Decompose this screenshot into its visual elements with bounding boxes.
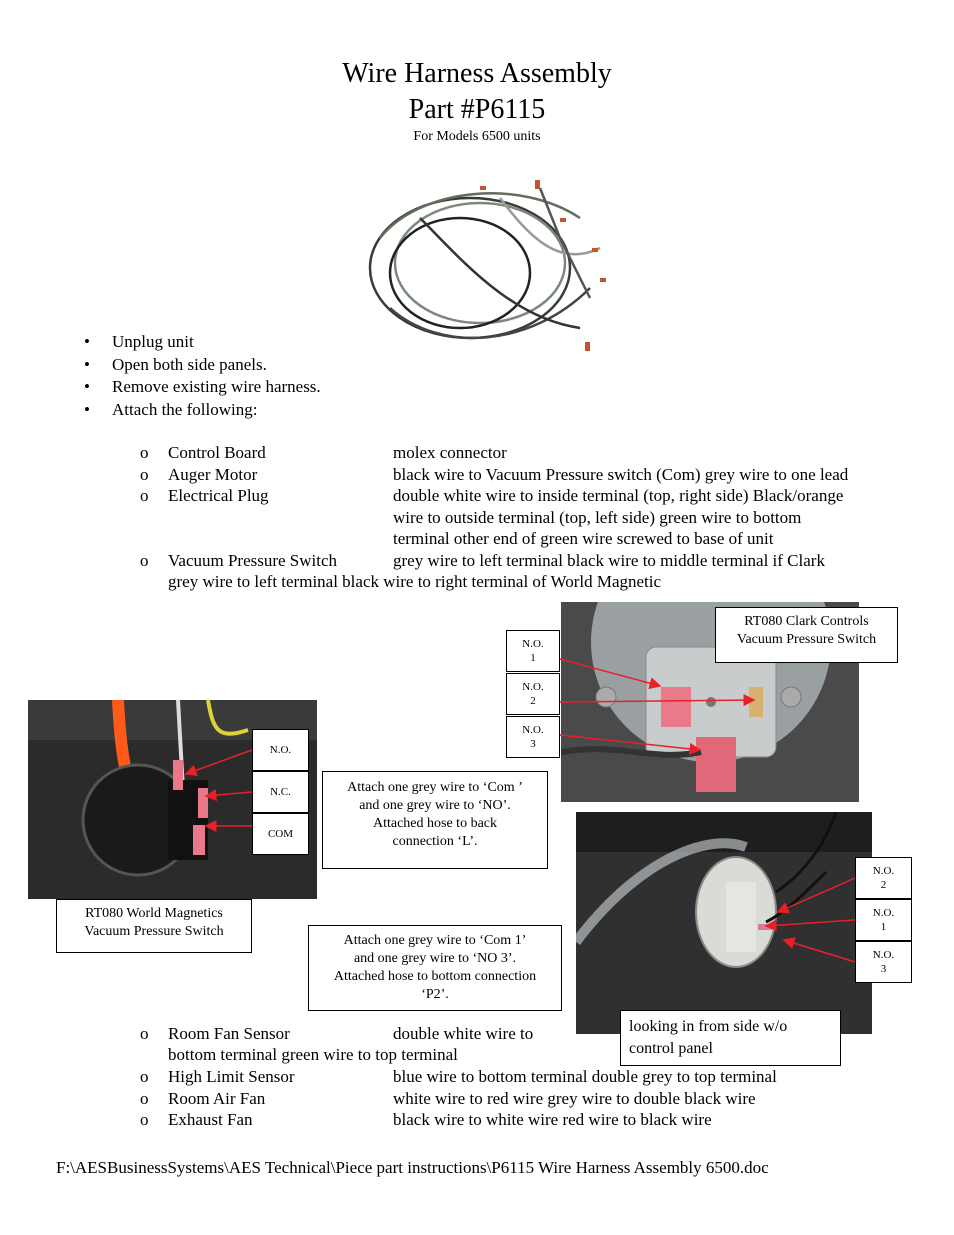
clark-pin-no3: N.O. 3 <box>506 716 560 758</box>
part-number: Part #P6115 <box>408 94 546 125</box>
note-world-magnetics: Attach one grey wire to ‘Com ’ and one grey wire to ‘NO’. Attached hose to back connection ‘L’. <box>322 771 548 869</box>
electrical-plug-line-3: terminal other end of green wire screwed to base of unit <box>393 529 774 548</box>
file-path-footer: F:\AESBusinessSystems\AES Technical\Piece part instructions\P6115 Wire Harness Assembly 6500.doc <box>56 1158 769 1177</box>
side-pin-no2: N.O. 2 <box>855 857 912 899</box>
vacuum-switch-continuation: grey wire to left terminal black wire to right terminal of World Magnetic <box>168 572 662 591</box>
world-caption: RT080 World Magnetics Vacuum Pressure Switch <box>56 899 252 953</box>
side-pin-no3: N.O. 3 <box>855 941 912 983</box>
side-pin-no1: N.O. 1 <box>855 899 912 941</box>
world-pin-nc: N.C. <box>252 771 309 813</box>
page-title: Wire Harness Assembly <box>342 58 612 89</box>
clark-pin-no2: N.O. 2 <box>506 673 560 715</box>
electrical-plug-line-2: wire to outside terminal (top, left side) green wire to bottom <box>393 508 802 527</box>
clark-caption: RT080 Clark Controls Vacuum Pressure Switch <box>715 607 898 663</box>
note-clark-controls: Attach one grey wire to ‘Com 1’ and one grey wire to ‘NO 3’. Attached hose to bottom connection ‘P2’. <box>308 925 562 1011</box>
room-fan-sensor-continuation: bottom terminal green wire to top terminal <box>168 1045 458 1064</box>
page-subtitle: For Models 6500 units <box>413 129 541 144</box>
side-view-caption: looking in from side w/o control panel <box>620 1010 841 1066</box>
world-pin-no: N.O. <box>252 729 309 771</box>
world-pin-com: COM <box>252 813 309 855</box>
clark-pin-no1: N.O. 1 <box>506 630 560 672</box>
